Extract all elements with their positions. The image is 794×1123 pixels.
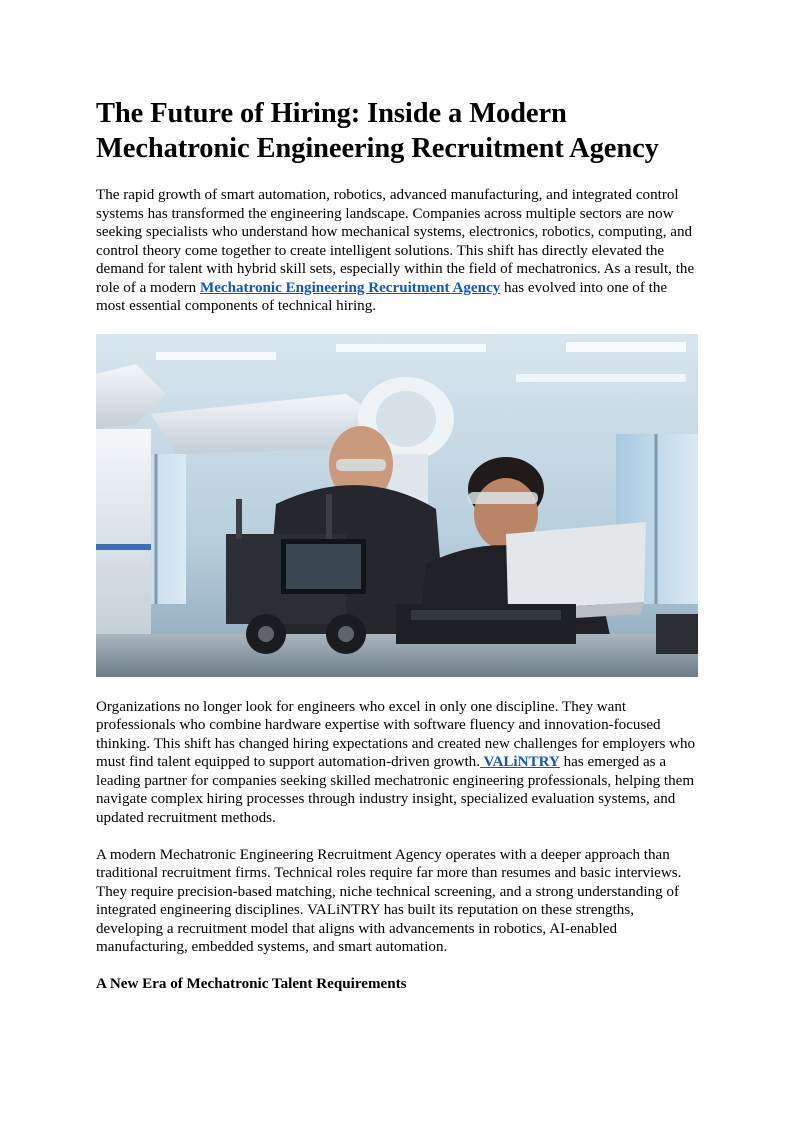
- engineers-robot-photo: [96, 334, 698, 677]
- section-heading: A New Era of Mechatronic Talent Requirements: [96, 976, 407, 992]
- valintry-link[interactable]: VALiNTRY: [479, 754, 560, 770]
- agency-link[interactable]: Mechatronic Engineering Recruitment Agency: [199, 279, 501, 296]
- organizations-text-end: has emerged as a leading partner for companies seeking skilled mechatronic engineering professionals, helping them navigate complex hiring processes through industry insight, specialized evaluation systems, and updated recruitment methods.: [96, 754, 695, 826]
- intro-paragraph: [96, 186, 698, 316]
- organizations-paragraph: [96, 698, 698, 828]
- document-page: [96, 96, 698, 994]
- intro-text-end: has evolved into one of the most essential components of technical hiring.: [96, 279, 668, 314]
- intro-text-start: The rapid growth of smart automation, robotics, advanced manufacturing, and integrated control systems has transformed the engineering landscape. Companies across multiple sectors are now seeking specialists who understand how mechanical systems, electronics, robotics, computing, and control theory come together to create intelligent solutions. This shift has directly elevated the demand for talent with hybrid skill sets, especially within the field of mechatronics. As a result, the role of a modern: [96, 187, 695, 296]
- agency-approach-paragraph: A modern Mechatronic Engineering Recruitment Agency operates with a deeper approach than traditional recruitment firms. Technical roles require far more than resumes and basic interviews. They require precision-based matching, niche technical screening, and a strong understanding of integrated engineering disciplines. VALiNTRY has built its reputation on these strengths, developing a recruitment model that aligns with advancements in robotics, AI-enabled manufacturing, embedded systems, and smart automation.: [96, 846, 682, 955]
- organizations-text-start: Organizations no longer look for engineers who excel in only one discipline. They want professionals who combine hardware expertise with software fluency and innovation-focused thinking. This shift has changed hiring expectations and created new challenges for employers who must find talent equipped to support automation-driven growth.: [96, 698, 696, 770]
- article-title: The Future of Hiring: Inside a Modern Mechatronic Engineering Recruitment Agency: [96, 98, 659, 164]
